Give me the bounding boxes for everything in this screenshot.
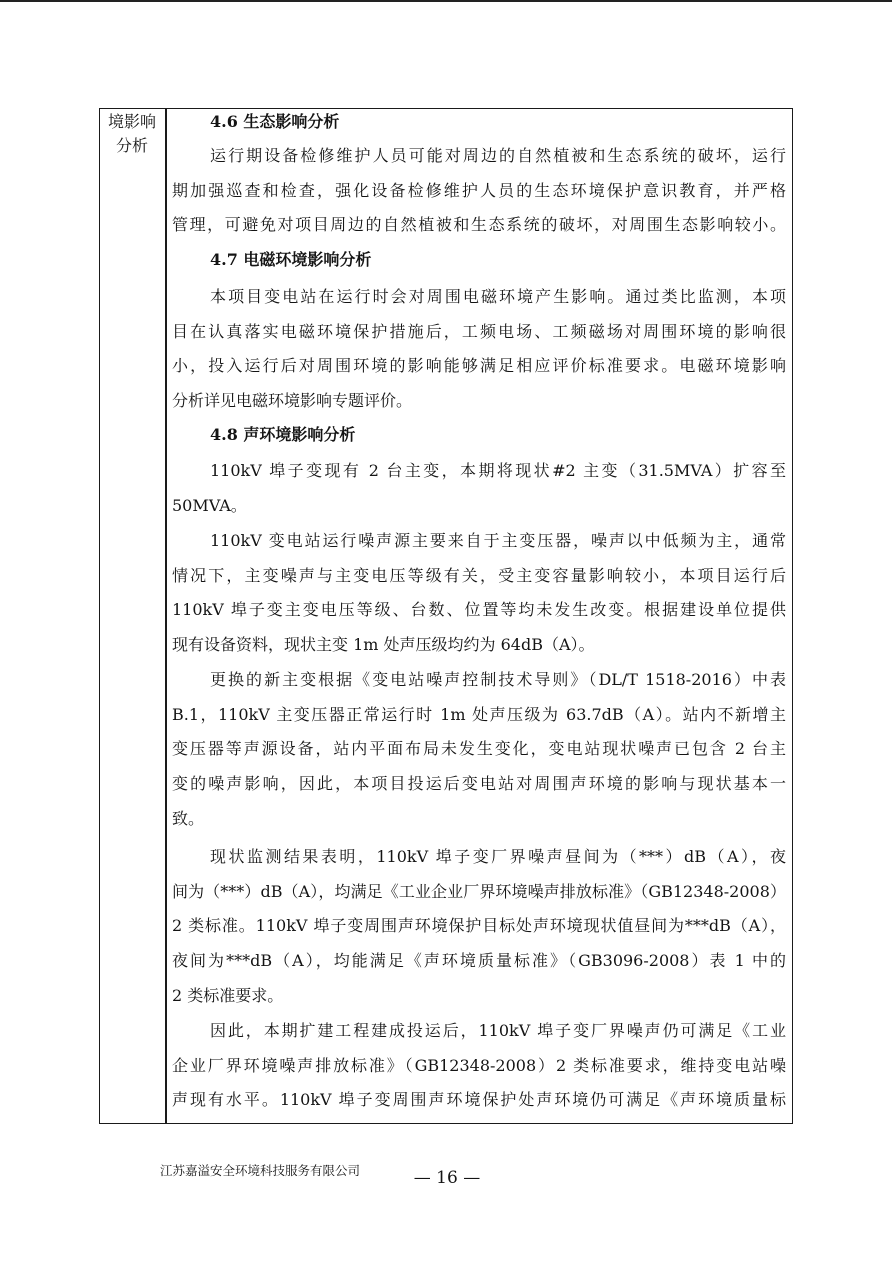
paragraph-line: B.1，110kV 主变压器正常运行时 1m 处声压级为 63.7dB（A）。站内不新增主 (172, 705, 786, 724)
row-label-cell (101, 110, 163, 158)
column-divider (165, 108, 167, 1124)
paragraph-line: 声现有水平。110kV 埠子变周围声环境保护处声环境仍可满足《声环境质量标 (172, 1090, 786, 1109)
paragraph-line: 现状监测结果表明，110kV 埠子变厂界噪声昼间为（***）dB（A），夜 (210, 847, 786, 866)
paragraph-line: 情况下，主变噪声与主变电压等级有关，受主变容量影响较小，本项目运行后 (172, 566, 786, 585)
paragraph-line: 110kV 埠子变主变电压等级、台数、位置等均未发生改变。根据建设单位提供 (172, 600, 786, 619)
section-heading-4-6: 4.6 生态影响分析 (210, 112, 340, 131)
footer-company-name: 江苏嘉溢安全环境科技服务有限公司 (160, 1163, 361, 1178)
paragraph-line: 分析详见电磁环境影响专题评价。 (172, 391, 413, 410)
paragraph-line: 企业厂界环境噪声排放标准》（GB12348-2008）2 类标准要求，维持变电站噪 (172, 1056, 786, 1075)
paragraph-line: 110kV 变电站运行噪声源主要来自于主变压器，噪声以中低频为主，通常 (210, 531, 786, 550)
row-label-line-1: 境影响 (107, 112, 156, 131)
page-number: — 16 — (413, 1168, 481, 1188)
section-heading-4-8: 4.8 声环境影响分析 (210, 425, 356, 444)
paragraph-line: 夜间为***dB（A），均能满足《声环境质量标准》（GB3096-2008）表 1 中的 (172, 951, 786, 970)
paragraph-line: 2 类标准要求。 (172, 986, 284, 1005)
paragraph-line: 期加强巡查和检查，强化设备检修维护人员的生态环境保护意识教育，并严格 (172, 181, 786, 200)
row-label-line-2: 分析 (115, 136, 148, 155)
paragraph-line: 50MVA。 (172, 496, 247, 515)
paragraph-line: 目在认真落实电磁环境保护措施后，工频电场、工频磁场对周围环境的影响很 (172, 322, 786, 341)
paragraph-line: 小，投入运行后对周围环境的影响能够满足相应评价标准要求。电磁环境影响 (172, 356, 786, 375)
paragraph-line: 更换的新主变根据《变电站噪声控制技术导则》（DL/T 1518-2016）中表 (210, 670, 786, 689)
paragraph-line: 110kV 埠子变现有 2 台主变，本期将现状#2 主变（31.5MVA）扩容至 (210, 461, 786, 480)
paragraph-line: 变压器等声源设备，站内平面布局未发生变化，变电站现状噪声已包含 2 台主 (172, 739, 786, 758)
paragraph-line: 2 类标准。110kV 埠子变周围声环境保护目标处声环境现状值昼间为***dB（A）， (172, 916, 786, 935)
paragraph-line: 因此，本期扩建工程建成投运后，110kV 埠子变厂界噪声仍可满足《工业 (210, 1021, 786, 1040)
paragraph-line: 本项目变电站在运行时会对周围电磁环境产生影响。通过类比监测，本项 (210, 287, 786, 306)
paragraph-line: 管理，可避免对项目周边的自然植被和生态系统的破坏，对周围生态影响较小。 (172, 215, 786, 234)
paragraph-line: 变的噪声影响，因此，本项目投运后变电站对周围声环境的影响与现状基本一 (172, 774, 786, 793)
paragraph-line: 间为（***）dB（A），均满足《工业企业厂界环境噪声排放标准》（GB12348-2008） (172, 882, 786, 901)
paragraph-line: 运行期设备检修维护人员可能对周边的自然植被和生态系统的破坏，运行 (210, 146, 786, 165)
top-edge-rule (0, 0, 892, 2)
paragraph-line: 致。 (172, 809, 205, 828)
paragraph-line: 现有设备资料，现状主变 1m 处声压级均约为 64dB（A）。 (172, 635, 595, 654)
section-heading-4-7: 4.7 电磁环境影响分析 (210, 250, 372, 269)
